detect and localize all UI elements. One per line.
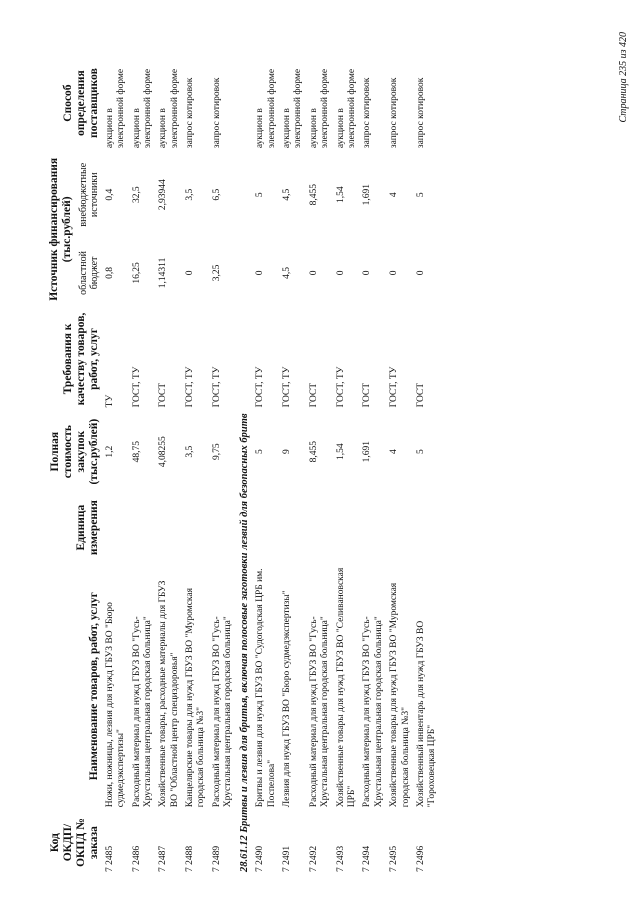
table-row bbox=[307, 55, 334, 875]
cell-method: аукцион в электронной форме bbox=[158, 68, 180, 149]
table-row bbox=[360, 55, 387, 875]
cell-cost: 1,691 bbox=[362, 440, 373, 463]
cell-code: 7 2494 bbox=[362, 845, 373, 872]
cell-extra: 5 bbox=[255, 192, 266, 198]
header-row bbox=[46, 55, 76, 875]
cell-cost: 1,2 bbox=[104, 445, 115, 458]
cell-regional: 16,25 bbox=[131, 262, 142, 284]
cell-code: 7 2491 bbox=[282, 845, 293, 872]
cell-regional: 0 bbox=[308, 270, 319, 276]
table-row bbox=[156, 55, 183, 875]
cell-unit bbox=[360, 493, 387, 562]
cell-code: 7 2487 bbox=[158, 845, 169, 872]
cell-extra: 6,5 bbox=[211, 188, 222, 201]
header-source-extra: внебюджетные источники bbox=[77, 162, 101, 227]
cell-name: Канцелярские товары для нужд ГБУЗ ВО "Муромская городская больница №3" bbox=[185, 588, 207, 808]
header-requirements: Требования к качеству товаров, работ, услуг bbox=[62, 312, 100, 406]
cell-code: 7 2488 bbox=[185, 845, 196, 872]
cell-code: 7 2485 bbox=[104, 845, 115, 872]
cell-extra: 8,455 bbox=[308, 184, 319, 206]
header-method: Способ определения поставщиков bbox=[62, 68, 100, 138]
header-name: Наименование товаров, работ, услуг bbox=[87, 592, 100, 781]
section-row bbox=[237, 55, 254, 875]
cell-requirements: ГОСТ bbox=[415, 382, 426, 408]
cell-unit bbox=[156, 493, 183, 562]
cell-code: 7 2493 bbox=[335, 845, 346, 872]
cell-requirements: ГОСТ bbox=[158, 382, 169, 408]
table-row bbox=[334, 55, 361, 875]
cell-regional: 1,14311 bbox=[158, 257, 169, 289]
cell-name: Бритвы и лезвия для нужд ГБУЗ ВО "Судогодская ЦРБ им. Поспелова" bbox=[255, 568, 277, 808]
cell-regional: 0 bbox=[362, 270, 373, 276]
cell-requirements: ГОСТ, ТУ bbox=[335, 366, 346, 408]
cell-extra: 1,54 bbox=[335, 186, 346, 204]
header-source-regional: областной бюджет bbox=[77, 251, 101, 295]
cell-method: запрос котировок bbox=[211, 77, 222, 149]
cell-name: Расходный материал для нужд ГБУЗ ВО "Гусь-Хрустальная центральная городская больница" bbox=[362, 616, 384, 808]
cell-extra: 2,93944 bbox=[158, 179, 169, 211]
header-cost: Полная стоимость закупок (тыс.рублей) bbox=[49, 418, 100, 485]
cell-regional: 0,8 bbox=[104, 266, 115, 279]
cell-unit bbox=[103, 493, 130, 562]
cell-cost: 48,75 bbox=[131, 440, 142, 463]
cell-name: Хозяйственный инвентарь для нужд ГБУЗ ВО "Гороховецкая ЦРБ" bbox=[415, 620, 438, 808]
cell-name: Хозяйственные товары для нужд ГБУЗ ВО "Муромская городская больница №3" bbox=[389, 582, 411, 808]
table-row bbox=[280, 55, 307, 875]
cell-unit bbox=[334, 493, 361, 562]
page-footer: Страница 235 из 420 bbox=[618, 32, 629, 123]
cell-unit bbox=[307, 493, 334, 562]
cell-requirements: ГОСТ bbox=[308, 382, 319, 408]
cell-name: Лезвия для нужд ГБУЗ ВО "Бюро судмедэкспертизы" bbox=[282, 590, 293, 808]
cell-method: аукцион в электронной форме bbox=[335, 68, 357, 149]
cell-requirements: ГОСТ, ТУ bbox=[282, 366, 293, 408]
cell-cost: 4,08255 bbox=[158, 436, 169, 468]
table-row bbox=[414, 55, 441, 875]
cell-unit bbox=[130, 493, 157, 562]
cell-method: аукцион в электронной форме bbox=[131, 68, 153, 149]
cell-name: Хозяйственные товары, расходные материалы для ГБУЗ ВО "Областной центр специздоровья" bbox=[158, 580, 180, 808]
cell-code: 7 2489 bbox=[211, 845, 222, 872]
cell-cost: 4 bbox=[389, 449, 400, 455]
table-row bbox=[253, 55, 280, 875]
cell-name: Ножи, ножницы, лезвия для нужд ГБУЗ ВО "Бюро судмедэкспертизы" bbox=[104, 602, 127, 808]
cell-unit bbox=[414, 493, 441, 562]
cell-code: 7 2496 bbox=[415, 845, 426, 872]
procurement-table bbox=[46, 55, 441, 875]
cell-unit bbox=[387, 493, 414, 562]
cell-requirements: ГОСТ bbox=[362, 382, 373, 408]
cell-extra: 3,5 bbox=[185, 188, 196, 201]
table-row bbox=[130, 55, 157, 875]
section-heading: 28.61.12 Бритвы и лезвия для бритья, включая полосовые заготовки лезвий для безопасных бритв bbox=[238, 413, 250, 872]
cell-name: Расходный материал для нужд ГБУЗ ВО "Гусь-Хрустальная центральная городская больница" bbox=[131, 616, 153, 808]
cell-name: Расходный материал для нужд ГБУЗ ВО "Гусь-Хрустальная центральная городская больница" bbox=[308, 616, 331, 808]
cell-extra: 5 bbox=[415, 192, 426, 198]
cell-regional: 0 bbox=[185, 270, 196, 276]
cell-regional: 4,5 bbox=[282, 266, 293, 279]
cell-name: Хозяйственные товары для нужд ГБУЗ ВО "Селивановская ЦРБ" bbox=[335, 567, 357, 808]
cell-regional: 3,25 bbox=[211, 264, 222, 282]
header-unit: Единица измерения bbox=[75, 500, 100, 556]
cell-cost: 1,54 bbox=[335, 443, 346, 460]
cell-cost: 8,455 bbox=[308, 440, 319, 463]
header-code: Код ОКДП/ ОКПД № заказа bbox=[49, 818, 100, 867]
table-body bbox=[103, 55, 441, 875]
cell-method: аукцион в электронной форме bbox=[104, 68, 127, 149]
cell-method: запрос котировок bbox=[389, 77, 400, 149]
cell-extra: 32,5 bbox=[131, 186, 142, 204]
cell-method: запрос котировок bbox=[185, 77, 196, 149]
cell-extra: 4 bbox=[389, 192, 400, 198]
cell-requirements: ТУ bbox=[104, 394, 115, 408]
cell-requirements: ГОСТ, ТУ bbox=[211, 366, 222, 408]
table-row bbox=[210, 55, 237, 875]
table-row bbox=[387, 55, 414, 875]
cell-cost: 3,5 bbox=[185, 445, 196, 458]
cell-requirements: ГОСТ, ТУ bbox=[131, 366, 142, 408]
cell-cost: 9,75 bbox=[211, 443, 222, 460]
cell-unit bbox=[280, 493, 307, 562]
cell-method: аукцион в электронной форме bbox=[282, 68, 304, 149]
cell-unit bbox=[253, 493, 280, 562]
cell-regional: 0 bbox=[389, 270, 400, 276]
cell-code: 7 2495 bbox=[389, 845, 400, 872]
cell-unit bbox=[183, 493, 210, 562]
cell-cost: 5 bbox=[415, 449, 426, 455]
cell-method: запрос котировок bbox=[415, 77, 426, 149]
cell-regional: 0 bbox=[335, 270, 346, 276]
cell-method: аукцион в электронной форме bbox=[308, 68, 331, 149]
cell-requirements: ГОСТ, ТУ bbox=[255, 366, 266, 408]
cell-regional: 0 bbox=[255, 270, 266, 276]
cell-extra: 0,4 bbox=[104, 188, 115, 201]
cell-cost: 9 bbox=[282, 449, 293, 455]
cell-unit bbox=[210, 493, 237, 562]
cell-regional: 0 bbox=[415, 270, 426, 276]
header-source: Источник финансирования (тыс.рублей) bbox=[48, 157, 73, 301]
cell-code: 7 2490 bbox=[255, 845, 266, 872]
cell-code: 7 2486 bbox=[131, 845, 142, 872]
cell-name: Расходный материал для нужд ГБУЗ ВО "Гусь-Хрустальная центральная городская больница" bbox=[211, 616, 234, 808]
cell-method: запрос котировок bbox=[362, 77, 373, 149]
cell-method: аукцион в электронной форме bbox=[255, 68, 277, 149]
table-row bbox=[183, 55, 210, 875]
cell-cost: 5 bbox=[255, 449, 266, 455]
cell-extra: 4,5 bbox=[282, 188, 293, 201]
cell-requirements: ГОСТ, ТУ bbox=[389, 366, 400, 408]
cell-extra: 1,691 bbox=[362, 184, 373, 206]
table-row bbox=[103, 55, 130, 875]
cell-requirements: ГОСТ, ТУ bbox=[185, 366, 196, 408]
cell-code: 7 2492 bbox=[308, 845, 319, 872]
